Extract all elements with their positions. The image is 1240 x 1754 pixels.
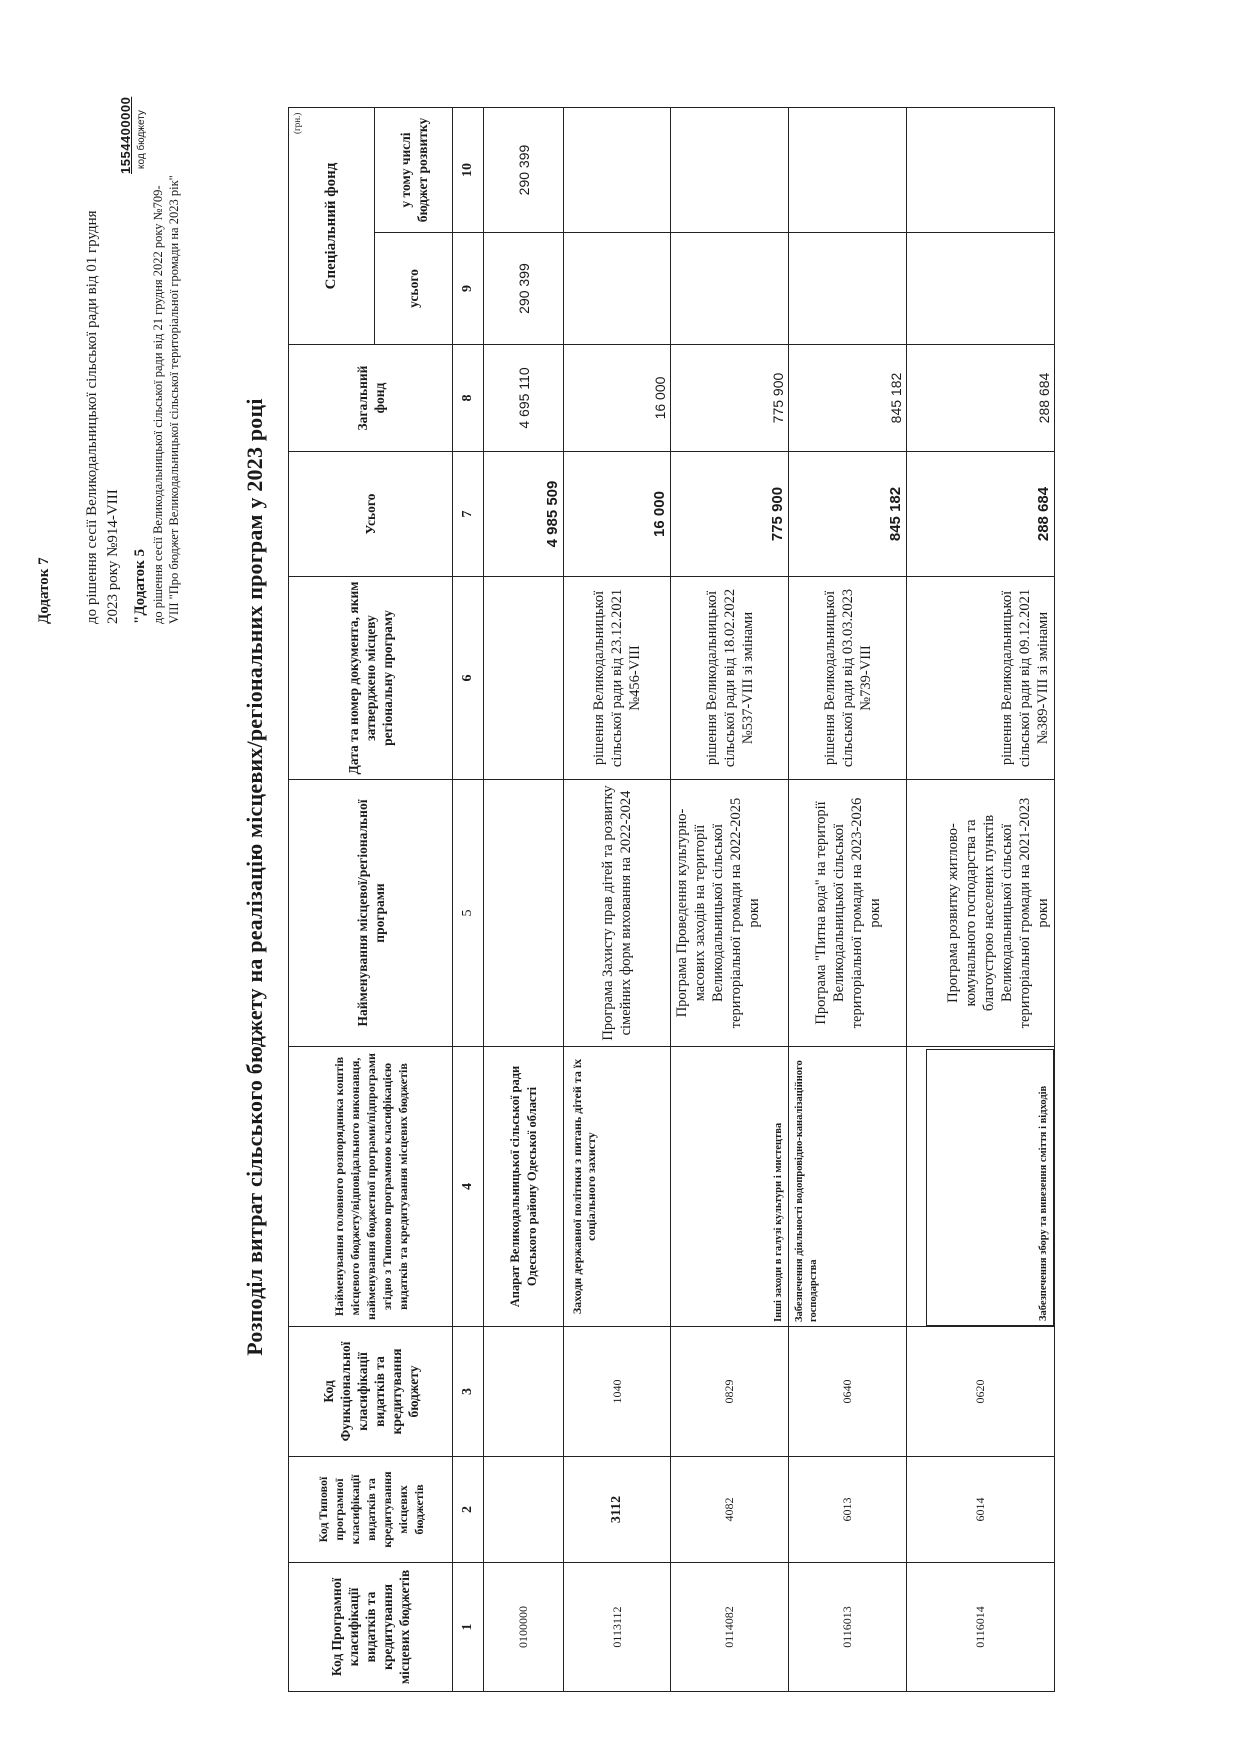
column-number: 2 xyxy=(453,1457,484,1563)
header-function-code: Код Функціональної класифікації видатків та кредитування бюджету xyxy=(289,1327,453,1457)
manager-name: Інші заходи в галузі культури і мистецтва xyxy=(671,1047,789,1327)
column-number: 8 xyxy=(453,345,484,452)
annex-7-note: до рішення сесії Великодальницької сільської ради від 01 грудня 2023 року №914-VIII xyxy=(84,210,121,624)
program-name: Програма "Питна вода" на території Великодальницької сільської територіальної громади на 2023-2026 роки xyxy=(789,780,907,1047)
manager-name: Забезпечення діяльності водопровідно-каналізаційного господарства xyxy=(789,1047,907,1327)
header-manager: Найменування головного розпорядника коштів місцевого бюджету/відповідального виконавця, найменування бюджетної програми/підпрограми згідно з Типовою програмною класифікацією видатків та кредитування місцевих бюджетів xyxy=(289,1047,453,1327)
special-fund-total xyxy=(671,233,789,345)
special-fund-total xyxy=(907,233,1055,345)
program-code: 0116013 xyxy=(789,1563,907,1692)
function-code: 0620 xyxy=(907,1327,1055,1457)
table-row xyxy=(671,108,789,1692)
program-code: 0113112 xyxy=(564,1563,671,1692)
total-amount: 775 900 xyxy=(671,452,789,577)
typical-code: 3112 xyxy=(564,1457,671,1563)
function-code xyxy=(484,1327,564,1457)
annex-7-title: Додаток 7 xyxy=(36,557,52,624)
column-number: 6 xyxy=(453,577,484,780)
total-amount: 845 182 xyxy=(789,452,907,577)
total-amount: 288 684 xyxy=(907,452,1055,577)
general-fund-amount: 775 900 xyxy=(671,345,789,452)
manager-name: Заходи державної політики з питань дітей та їх соціального захисту xyxy=(564,1047,671,1327)
typical-code: 6014 xyxy=(907,1457,1055,1563)
total-amount: 16 000 xyxy=(564,452,671,577)
budget-code-label: код бюджету xyxy=(136,110,147,169)
column-number: 1 xyxy=(453,1563,484,1692)
table-row xyxy=(789,108,907,1692)
column-number: 5 xyxy=(453,780,484,1047)
header-total: Усього xyxy=(289,452,453,577)
programs-table xyxy=(288,107,1055,1692)
header-document: Дата та номер документа, яким затверджено місцеву регіональну програму xyxy=(289,577,453,780)
header-special-total: усього xyxy=(375,233,453,345)
header-special-fund: Спеціальний фонд xyxy=(289,108,375,345)
header-typical-code: Код Типової програмної класифікації видатків та кредитування місцевих бюджетів xyxy=(289,1457,453,1563)
column-number: 9 xyxy=(453,233,484,345)
column-numbers-row xyxy=(453,108,484,1692)
function-code: 0640 xyxy=(789,1327,907,1457)
table-row xyxy=(564,108,671,1692)
column-number: 3 xyxy=(453,1327,484,1457)
header-program-name: Найменування місцевої/регіональної програми xyxy=(289,780,453,1047)
program-name: Програма Проведення культурно-масових заходів на території Великодальницької сільської територіальної громади на 2022-2025 роки xyxy=(671,780,789,1047)
column-number: 4 xyxy=(453,1047,484,1327)
column-number: 7 xyxy=(453,452,484,577)
development-budget-amount xyxy=(564,108,671,233)
general-fund-amount: 4 695 110 xyxy=(484,345,564,452)
development-budget-amount xyxy=(789,108,907,233)
typical-code: 4082 xyxy=(671,1457,789,1563)
typical-code: 6013 xyxy=(789,1457,907,1563)
program-code: 0100000 xyxy=(484,1563,564,1692)
approval-document: рішення Великодальницької сільської ради від 03.03.2023 №739-VIII xyxy=(789,577,907,780)
program-name: Програма Захисту прав дітей та розвитку сімейних форм виховання на 2022-2024 xyxy=(564,780,671,1047)
program-code: 0114082 xyxy=(671,1563,789,1692)
approval-document xyxy=(484,577,564,780)
function-code: 0829 xyxy=(671,1327,789,1457)
annex-5-note: до рішення сесії Великодальницької сільської ради від 21 грудня 2022 року №709-VIII "Про бюджет Великодальницької сільської територіальної громади на 2023 рік" xyxy=(151,175,181,624)
table-row xyxy=(907,108,1055,1692)
typical-code xyxy=(484,1457,564,1563)
header-row xyxy=(289,108,375,1692)
header-general-fund: Загальний фонд xyxy=(289,345,453,452)
approval-document: рішення Великодальницької сільської ради від 18.02.2022 №537-VIII зі змінами xyxy=(671,577,789,780)
manager-name: Апарат Великодальницької сільської ради Одеського району Одеської області xyxy=(484,1047,564,1327)
development-budget-amount: 290 399 xyxy=(484,108,564,233)
document-title: Розподіл витрат сільського бюджету на реалізацію місцевих/регіональних програм у 2023 році xyxy=(242,398,267,1356)
approval-document: рішення Великодальницької сільської ради від 09.12.2021 №389-VIII зі змінами xyxy=(907,577,1055,780)
development-budget-amount xyxy=(671,108,789,233)
manager-name: Забезпечення збору та вивезення сміття і відходів xyxy=(926,1049,1054,1326)
approval-document: рішення Великодальницької сільської ради від 23.12.2021 №456-VIII xyxy=(564,577,671,780)
program-name xyxy=(484,780,564,1047)
development-budget-amount xyxy=(907,108,1055,233)
general-fund-amount: 288 684 xyxy=(907,345,1055,452)
table-row xyxy=(484,108,564,1692)
special-fund-total: 290 399 xyxy=(484,233,564,345)
program-name: Програма розвитку житлово-комунального господарства та благоустрою населених пунктів Великодальницької сільської територіальної громади на 2021-2023 роки xyxy=(907,780,1055,1047)
header-development-budget: у тому числі бюджет розвитку xyxy=(375,108,453,233)
total-amount: 4 985 509 xyxy=(484,452,564,577)
currency-unit: (грн.) xyxy=(292,112,302,134)
annex-5-title: "Додаток 5 xyxy=(132,549,148,624)
general-fund-amount: 16 000 xyxy=(564,345,671,452)
header-program-code: Код Програмної класифікації видатків та кредитування місцевих бюджетів xyxy=(289,1563,453,1692)
function-code: 1040 xyxy=(564,1327,671,1457)
program-code: 0116014 xyxy=(907,1563,1055,1692)
budget-code: 1554400000 xyxy=(118,96,133,174)
general-fund-amount: 845 182 xyxy=(789,345,907,452)
column-number: 10 xyxy=(453,108,484,233)
manager-cell xyxy=(907,1047,1055,1327)
special-fund-total xyxy=(564,233,671,345)
special-fund-total xyxy=(789,233,907,345)
